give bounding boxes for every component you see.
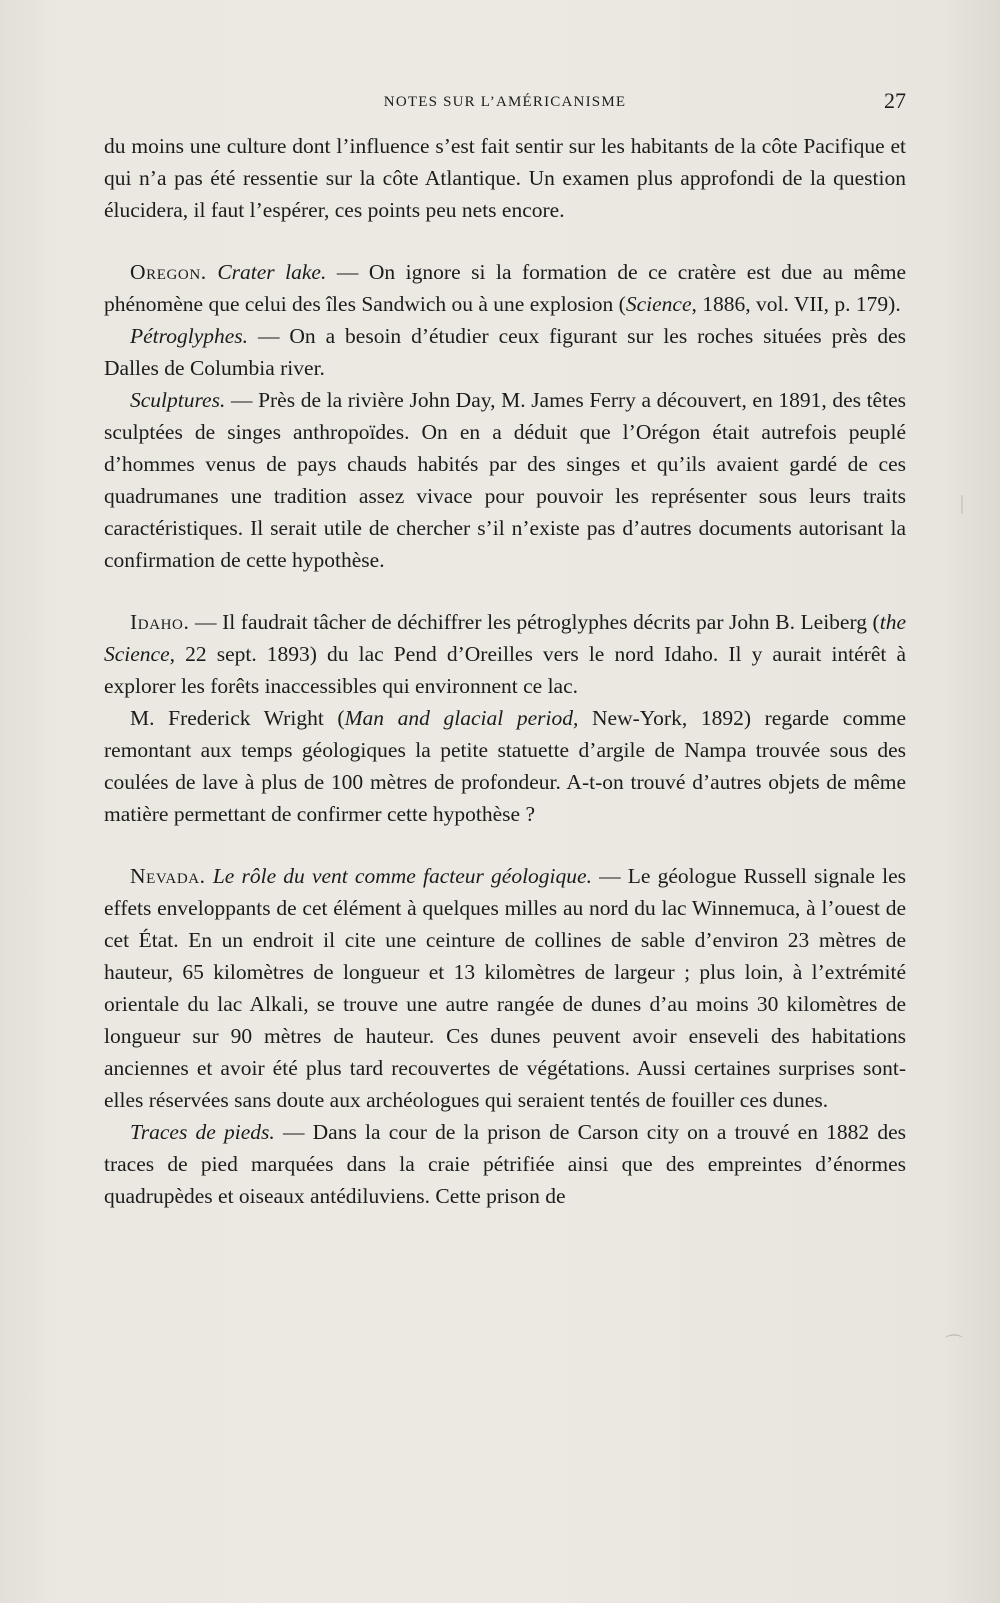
page-number: 27 <box>884 88 906 113</box>
wright-text-a: M. Frederick Wright ( <box>130 706 345 730</box>
paragraph-traces <box>104 1116 906 1212</box>
subheading-petroglyphes: Pétroglyphes. <box>130 324 249 348</box>
idaho-text-a: — Il faudrait tâcher de déchiffrer les pétroglyphes décrits par John B. Leiberg ( <box>189 610 880 634</box>
subheading-crater-lake: Crater lake. <box>217 260 327 284</box>
place-heading-idaho: Idaho. <box>130 610 190 634</box>
running-title: NOTES SUR L’AMÉRICANISME <box>383 94 627 110</box>
wright-reference: Man and glacial period, <box>344 706 579 730</box>
running-head <box>104 88 906 118</box>
margin-pencil-mark: ⌒ <box>945 1334 963 1354</box>
traces-text: — Dans la cour de la prison de Carson city on a trouvé en 1882 des traces de pied marquées dans la craie pétrifiée ainsi que des empreintes d’énormes quadrupèdes et oiseaux antédiluviens. Cette prison de <box>104 1120 906 1208</box>
paragraph-oregon <box>104 256 906 320</box>
oregon-text-a: — On ignore si la formation de ce cratère est due au même phénomène que celui des îles Sandwich ou à une explosion ( <box>104 260 907 316</box>
section-spacer <box>104 576 906 606</box>
section-spacer <box>104 830 906 860</box>
place-heading-oregon: Oregon. <box>130 260 207 284</box>
paragraph-intro: du moins une culture dont l’influence s’est fait sentir sur les habitants de la côte Pacifique et qui n’a pas été ressentie sur la côte Atlantique. Un examen plus approfondi de la question élucidera, il faut l’espérer, ces points peu nets encore. <box>104 134 906 222</box>
idaho-text-b: 22 sept. 1893) du lac Pend d’Oreilles vers le nord Idaho. Il y aurait intérêt à explorer les forêts inaccessibles qui environnent ce lac. <box>104 642 906 698</box>
idaho-reference: the Science, <box>104 610 906 666</box>
petroglyphes-text: — On a besoin d’étudier ceux figurant sur les roches situées près des Dalles de Columbia river. <box>104 324 906 380</box>
subheading-role-du-vent: Le rôle du vent comme facteur géologique. <box>212 864 592 888</box>
sculptures-text: — Près de la rivière John Day, M. James Ferry a découvert, en 1891, des têtes sculptées de singes anthropoïdes. On en a déduit que l’Orégon était autrefois peuplé d’hommes venus de pays chauds habités par des singes et qu’ils avaient gardé de ces quadrumanes une tradition assez vivace pour pouvoir les représenter sous leurs traits caractéristiques. Il serait utile de chercher s’il n’existe pas d’autres documents autorisant la confirmation de cette hypothèse. <box>104 388 906 572</box>
body-text <box>104 130 906 1212</box>
paragraph-idaho <box>104 606 906 702</box>
paragraph-nevada <box>104 860 906 1116</box>
section-spacer <box>104 226 906 256</box>
subheading-sculptures: Sculptures. <box>130 388 226 412</box>
paragraph-sculptures <box>104 384 906 576</box>
paragraph-wright <box>104 702 906 830</box>
subheading-traces-de-pieds: Traces de pieds. <box>130 1120 275 1144</box>
oregon-reference: Science <box>625 292 692 316</box>
margin-pencil-mark: | <box>960 492 965 514</box>
wright-text-b: New-York, 1892) regarde comme remontant aux temps géologiques la petite statuette d’argile de Nampa trouvée sous des coulées de lave à plus de 100 mètres de profondeur. A-t-on trouvé d’autres objets de même matière permettant de confirmer cette hypothèse ? <box>104 706 906 826</box>
paragraph-petroglyphes <box>104 320 906 384</box>
nevada-text: — Le géologue Russell signale les effets enveloppants de cet élément à quelques milles au nord du lac Winnemuca, à l’ouest de cet État. En un endroit il cite une ceinture de collines de sable d’environ 23 mètres de hauteur, 65 kilomètres de longueur et 13 kilomètres de largeur ; plus loin, à l’extrémité orientale du lac Alkali, se trouve une autre rangée de dunes d’au moins 30 kilomètres de longueur sur 90 mètres de hauteur. Ces dunes peuvent avoir enseveli des habitations anciennes et avoir été plus tard recouvertes de végétations. Aussi certaines surprises sont-elles réservées sans doute aux archéologues qui seraient tentés de fouiller ces dunes. <box>104 864 907 1112</box>
oregon-text-b: , 1886, vol. VII, p. 179). <box>691 292 901 316</box>
place-heading-nevada: Nevada. <box>130 864 206 888</box>
